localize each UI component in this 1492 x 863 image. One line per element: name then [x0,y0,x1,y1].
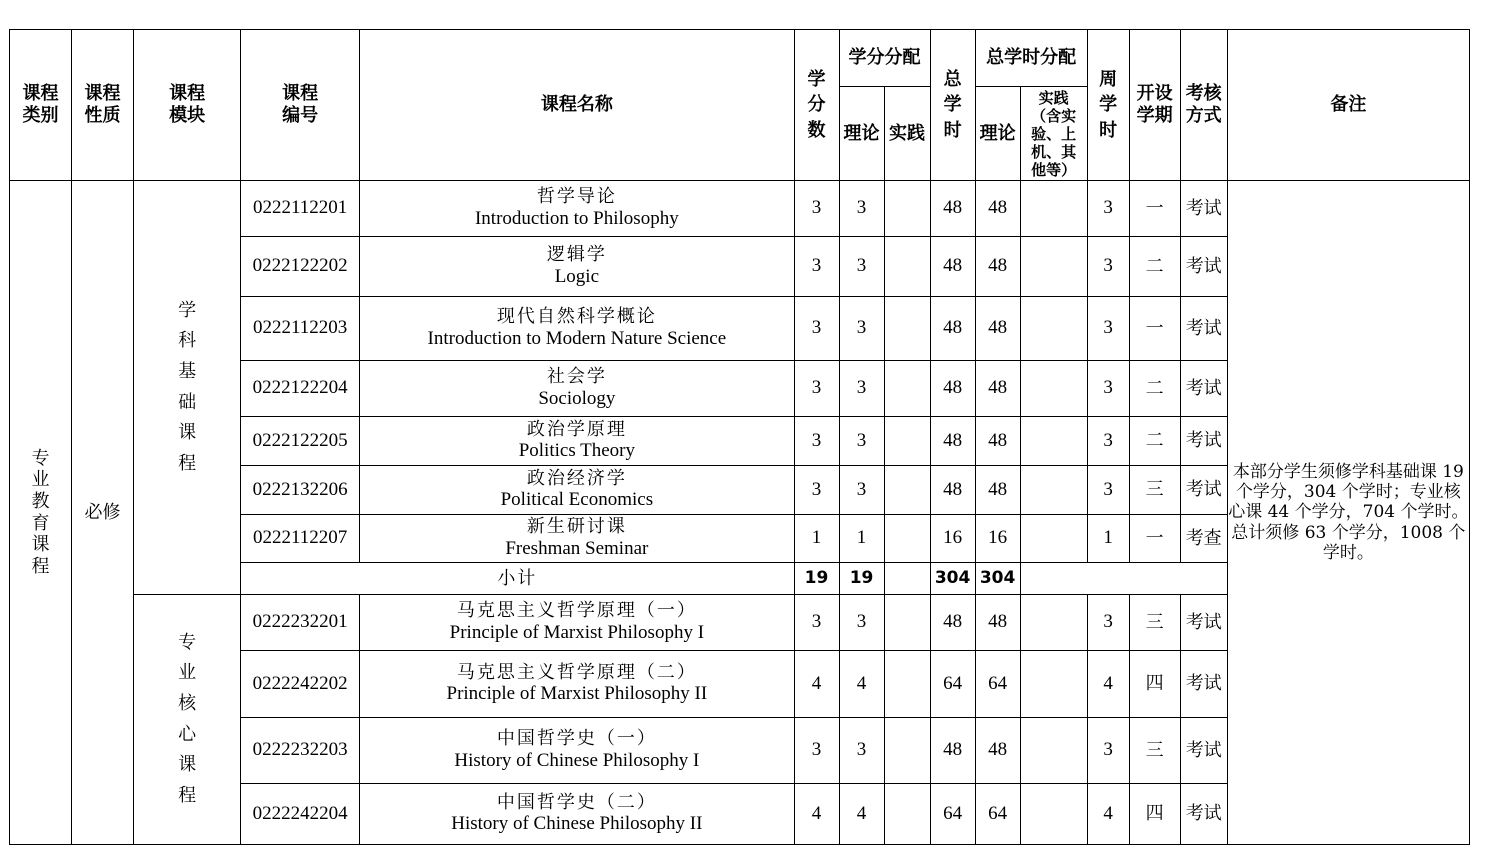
semester-cell: 二 [1129,361,1180,417]
header-semester: 开设学期 [1129,30,1180,181]
practice-credits-cell [884,237,930,297]
theory-credits-cell: 3 [839,417,884,466]
theory-credits-cell: 3 [839,181,884,237]
header-practice-hours: 实践（含实验、上机、其他等） [1020,87,1087,181]
course-name [360,718,794,784]
course-name-en: Principle of Marxist Philosophy I [449,621,705,643]
course-name [360,515,794,563]
semester-cell: 一 [1129,181,1180,237]
course-name [360,361,794,417]
header-module: 课程模块 [134,30,241,181]
header-practice-credits: 实践 [884,87,930,181]
total-hours-cell: 48 [930,361,975,417]
subtotal-practice [884,563,930,595]
subtotal-label: 小计 [241,563,794,595]
semester-cell: 一 [1129,515,1180,563]
credits-cell: 3 [794,181,839,237]
header-category: 课程类别 [10,30,72,181]
course-category: 专 业 教 育 课 程 [10,181,72,845]
credits-cell: 4 [794,784,839,845]
practice-credits-cell [884,466,930,515]
theory-hours-cell: 48 [975,361,1020,417]
assessment-cell: 考试 [1180,595,1227,651]
course-name [360,297,794,361]
semester-cell: 四 [1129,784,1180,845]
total-hours-cell: 48 [930,718,975,784]
course-name [360,237,794,297]
course-code: 0222232203 [241,718,360,784]
assessment-cell: 考试 [1180,237,1227,297]
assessment-cell: 考试 [1180,784,1227,845]
course-code: 0222112207 [241,515,360,563]
practice-credits-cell [884,181,930,237]
module-core: 专 业 核 心 课 程 [134,595,241,845]
header-course-name: 课程名称 [360,30,794,181]
credits-cell: 3 [794,718,839,784]
course-code: 0222232201 [241,595,360,651]
practice-credits-cell [884,417,930,466]
course-name-en: Logic [554,265,600,287]
semester-cell: 三 [1129,595,1180,651]
weekly-hours-cell: 3 [1087,595,1129,651]
course-name-en: Freshman Seminar [505,537,649,559]
total-hours-cell: 16 [930,515,975,563]
curriculum-table-wrapper [9,29,1470,845]
header-credit-split: 学分分配 [839,30,930,87]
curriculum-table [9,29,1470,845]
semester-cell: 三 [1129,718,1180,784]
theory-hours-cell: 64 [975,651,1020,718]
practice-hours-cell [1020,361,1087,417]
header-nature: 课程性质 [72,30,134,181]
weekly-hours-cell: 3 [1087,417,1129,466]
subtotal-theory: 19 [839,563,884,595]
course-code: 0222242202 [241,651,360,718]
course-row [10,181,1470,237]
course-code: 0222112201 [241,181,360,237]
theory-credits-cell: 3 [839,237,884,297]
credits-cell: 3 [794,297,839,361]
semester-cell: 二 [1129,417,1180,466]
practice-hours-cell [1020,515,1087,563]
practice-hours-cell [1020,651,1087,718]
practice-credits-cell [884,784,930,845]
semester-cell: 一 [1129,297,1180,361]
theory-hours-cell: 64 [975,784,1020,845]
practice-hours-cell [1020,297,1087,361]
semester-cell: 二 [1129,237,1180,297]
theory-hours-cell: 48 [975,466,1020,515]
table-body [10,181,1470,845]
course-code: 0222132206 [241,466,360,515]
practice-hours-cell [1020,181,1087,237]
course-name [360,181,794,237]
practice-hours-cell [1020,784,1087,845]
course-code: 0222122202 [241,237,360,297]
credits-cell: 3 [794,361,839,417]
weekly-hours-cell: 3 [1087,718,1129,784]
course-nature: 必修 [72,181,134,845]
weekly-hours-cell: 1 [1087,515,1129,563]
total-hours-cell: 48 [930,237,975,297]
theory-credits-cell: 3 [839,466,884,515]
header-code: 课程编号 [241,30,360,181]
weekly-hours-cell: 3 [1087,181,1129,237]
header-remarks: 备注 [1227,30,1469,181]
practice-hours-cell [1020,718,1087,784]
credits-cell: 3 [794,595,839,651]
course-name-en: Introduction to Philosophy [474,207,679,229]
course-name [360,466,794,515]
course-name-zh: 哲学导论 [536,186,617,208]
header-total-hours: 总学时 [930,30,975,181]
weekly-hours-cell: 3 [1087,237,1129,297]
theory-credits-cell: 3 [839,595,884,651]
assessment-cell: 考查 [1180,515,1227,563]
remarks-cell: 本部分学生须修学科基础课 19 个学分，304 个学时；专业核心课 44 个学分，704 个学时。总计须修 63 个学分，1008 个学时。 [1227,181,1469,845]
header-credits: 学分数 [794,30,839,181]
practice-credits-cell [884,595,930,651]
header-hours-split: 总学时分配 [975,30,1087,87]
weekly-hours-cell: 3 [1087,297,1129,361]
credits-cell: 3 [794,237,839,297]
total-hours-cell: 64 [930,651,975,718]
practice-hours-cell [1020,466,1087,515]
theory-hours-cell: 16 [975,515,1020,563]
module-foundation: 学 科 基 础 课 程 [134,181,241,595]
weekly-hours-cell: 4 [1087,651,1129,718]
theory-credits-cell: 1 [839,515,884,563]
practice-credits-cell [884,515,930,563]
header-weekly-hours: 周学时 [1087,30,1129,181]
credits-cell: 4 [794,651,839,718]
course-code: 0222112203 [241,297,360,361]
course-name-zh: 马克思主义哲学原理（二） [456,661,697,683]
course-name-en: Introduction to Modern Nature Science [427,327,727,349]
theory-credits-cell: 3 [839,361,884,417]
theory-credits-cell: 4 [839,651,884,718]
total-hours-cell: 48 [930,181,975,237]
assessment-cell: 考试 [1180,297,1227,361]
theory-credits-cell: 4 [839,784,884,845]
semester-cell: 三 [1129,466,1180,515]
credits-cell: 3 [794,466,839,515]
course-name-en: Political Economics [500,489,654,511]
course-name-zh: 中国哲学史（一） [496,728,657,750]
theory-hours-cell: 48 [975,181,1020,237]
course-name-en: History of Chinese Philosophy I [454,749,700,771]
course-name-zh: 政治学原理 [526,418,627,440]
header-theory-hours: 理论 [975,87,1020,181]
course-name-en: Principle of Marxist Philosophy II [446,683,708,705]
assessment-cell: 考试 [1180,417,1227,466]
header-assessment: 考核方式 [1180,30,1227,181]
assessment-cell: 考试 [1180,651,1227,718]
course-name-zh: 中国哲学史（二） [496,791,657,813]
practice-credits-cell [884,361,930,417]
course-name-zh: 社会学 [546,366,607,388]
theory-hours-cell: 48 [975,417,1020,466]
course-code: 0222122204 [241,361,360,417]
credits-cell: 1 [794,515,839,563]
assessment-cell: 考试 [1180,718,1227,784]
course-name-zh: 现代自然科学概论 [496,306,657,328]
total-hours-cell: 64 [930,784,975,845]
course-name-zh: 马克思主义哲学原理（一） [456,600,697,622]
course-name-zh: 政治经济学 [526,467,627,489]
subtotal-empty [1020,563,1227,595]
practice-hours-cell [1020,417,1087,466]
practice-credits-cell [884,718,930,784]
course-name [360,417,794,466]
course-name [360,595,794,651]
total-hours-cell: 48 [930,595,975,651]
assessment-cell: 考试 [1180,181,1227,237]
theory-hours-cell: 48 [975,718,1020,784]
weekly-hours-cell: 4 [1087,784,1129,845]
total-hours-cell: 48 [930,417,975,466]
theory-credits-cell: 3 [839,297,884,361]
weekly-hours-cell: 3 [1087,466,1129,515]
practice-hours-cell [1020,237,1087,297]
weekly-hours-cell: 3 [1087,361,1129,417]
table-header [10,30,1470,181]
assessment-cell: 考试 [1180,361,1227,417]
course-name [360,651,794,718]
total-hours-cell: 48 [930,297,975,361]
course-name-zh: 逻辑学 [546,244,607,266]
theory-hours-cell: 48 [975,595,1020,651]
credits-cell: 3 [794,417,839,466]
theory-credits-cell: 3 [839,718,884,784]
course-name-zh: 新生研讨课 [526,516,627,538]
course-code: 0222242204 [241,784,360,845]
course-name-en: History of Chinese Philosophy II [451,813,703,835]
subtotal-credits: 19 [794,563,839,595]
theory-hours-cell: 48 [975,297,1020,361]
subtotal-total-hours: 304 [930,563,975,595]
course-name [360,784,794,845]
course-name-en: Politics Theory [518,440,635,462]
semester-cell: 四 [1129,651,1180,718]
course-name-en: Sociology [538,387,616,409]
practice-hours-cell [1020,595,1087,651]
practice-credits-cell [884,651,930,718]
assessment-cell: 考试 [1180,466,1227,515]
theory-hours-cell: 48 [975,237,1020,297]
total-hours-cell: 48 [930,466,975,515]
header-theory-credits: 理论 [839,87,884,181]
subtotal-theory-hours: 304 [975,563,1020,595]
practice-credits-cell [884,297,930,361]
course-code: 0222122205 [241,417,360,466]
